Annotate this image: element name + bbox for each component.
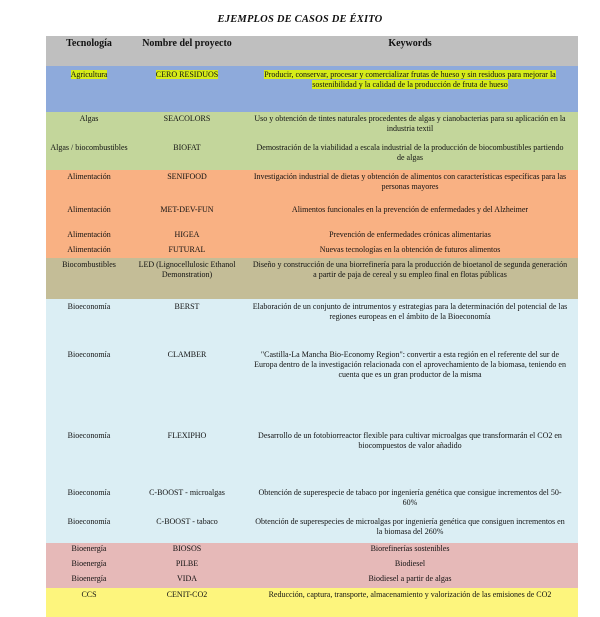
technology-cell <box>46 228 132 243</box>
table-row <box>46 543 578 558</box>
keywords-cell-text: Producir, conservar, procesar y comercializar frutas de hueso y sin residuos para mejorar la sostenibilidad y la calidad de la producción de fruta de hueso <box>264 70 556 89</box>
keywords-cell <box>242 485 578 514</box>
project-name-cell <box>132 588 242 617</box>
keywords-cell-text: Investigación industrial de dietas y obtención de alimentos con características específicas para las personas mayores <box>253 172 567 191</box>
project-name-cell-text: VIDA <box>177 574 197 583</box>
success-cases-table <box>46 36 578 617</box>
keywords-cell-text: Alimentos funcionales en la prevención de enfermedades y del Alzheimer <box>291 205 529 214</box>
technology-cell <box>46 112 132 141</box>
technology-cell <box>46 485 132 514</box>
project-name-cell <box>132 299 242 347</box>
table-row <box>46 347 578 415</box>
technology-cell-text: Bioeconomía <box>67 302 111 311</box>
keywords-cell <box>242 558 578 573</box>
technology-cell <box>46 199 132 228</box>
technology-cell-text: Bioeconomía <box>67 488 111 497</box>
header-keywords: Keywords <box>388 38 432 49</box>
technology-cell <box>46 514 132 543</box>
project-name-cell <box>132 485 242 514</box>
project-name-cell <box>132 170 242 199</box>
project-name-cell-text: CLAMBER <box>167 350 207 359</box>
keywords-cell-text: Demostración de la viabilidad a escala industrial de la producción de biocombustibles partiendo de algas <box>256 143 564 162</box>
table-row <box>46 573 578 588</box>
table-row <box>46 558 578 573</box>
keywords-cell-text: Desarrollo de un fotobiorreactor flexible para cultivar microalgas que transformarán el CO2 en biocompuestos de valor añadido <box>258 431 562 450</box>
header-project-name: Nombre del proyecto <box>142 38 232 49</box>
table-row <box>46 299 578 347</box>
table-row <box>46 141 578 170</box>
project-name-cell-text: LED (Lignocellulosic Ethanol Demonstration) <box>138 260 236 279</box>
keywords-cell-text: Prevención de enfermedades crónicas alimentarias <box>329 230 491 239</box>
document-title: EJEMPLOS DE CASOS DE ÉXITO <box>217 14 383 25</box>
keywords-cell <box>242 258 578 299</box>
project-name-cell <box>132 415 242 485</box>
project-name-cell-text: BIOSOS <box>172 544 202 553</box>
technology-cell <box>46 543 132 558</box>
table-row <box>46 514 578 543</box>
project-name-cell <box>132 543 242 558</box>
header-technology: Tecnología <box>66 38 112 49</box>
technology-cell <box>46 573 132 588</box>
keywords-cell-text: Diseño y construcción de una biorrefinería para la producción de bioetanol de segunda generación a partir de paja de cereal y su empleo final en flotas públicas <box>252 260 568 279</box>
keywords-cell <box>242 514 578 543</box>
technology-cell <box>46 141 132 170</box>
keywords-cell-text: Biodiesel a partir de algas <box>368 574 452 583</box>
project-name-cell-text: BIOFAT <box>173 143 201 152</box>
technology-cell-text: Bioenergía <box>71 559 107 568</box>
keywords-cell <box>242 543 578 558</box>
keywords-cell <box>242 228 578 243</box>
project-name-cell-text: FLEXIPHO <box>167 431 207 440</box>
technology-cell-text: Bioeconomía <box>67 517 111 526</box>
project-name-cell-text: C-BOOST - microalgas <box>149 488 225 497</box>
project-name-cell <box>132 514 242 543</box>
keywords-cell <box>242 66 578 112</box>
keywords-cell <box>242 573 578 588</box>
technology-cell-text: Alimentación <box>67 230 111 239</box>
project-name-cell <box>132 558 242 573</box>
keywords-cell-text: Uso y obtención de tintes naturales procedentes de algas y cianobacterias para su aplicación en la industria textil <box>254 114 566 133</box>
technology-cell-text: Alimentación <box>67 245 111 254</box>
technology-cell-text: Bioenergía <box>71 544 107 553</box>
keywords-cell-text: "Castilla-La Mancha Bio-Economy Region": convertir a esta región en el referente del sur de Europa dentro de la investigación relacionada con el aprovechamiento de la biomasa, teniendo en cuenta que es un gran productor de la misma <box>254 350 566 379</box>
technology-cell-text: Bioeconomía <box>67 431 111 440</box>
project-name-cell-text: FUTURAL <box>168 245 206 254</box>
technology-cell <box>46 415 132 485</box>
technology-cell <box>46 588 132 617</box>
project-name-cell <box>132 112 242 141</box>
table-row <box>46 170 578 199</box>
technology-cell <box>46 170 132 199</box>
keywords-cell-text: Elaboración de un conjunto de intrumentos y estrategias para la determinación del potencial de las regiones europeas en el ámbito de la Bioeconomía <box>252 302 568 321</box>
project-name-cell <box>132 243 242 258</box>
technology-cell <box>46 243 132 258</box>
technology-cell <box>46 66 132 112</box>
table-row <box>46 66 578 112</box>
project-name-cell-text: C-BOOST - tabaco <box>156 517 218 526</box>
project-name-cell <box>132 228 242 243</box>
technology-cell-text: Bioeconomía <box>67 350 111 359</box>
technology-cell-text: Bioenergía <box>71 574 107 583</box>
keywords-cell-text: Obtención de superespecie de tabaco por ingeniería genética que consigue incrementos del 50-60% <box>258 488 562 507</box>
project-name-cell-text: MET-DEV-FUN <box>160 205 214 214</box>
keywords-cell-text: Biodiesel <box>394 559 426 568</box>
table-row <box>46 199 578 228</box>
keywords-cell <box>242 170 578 199</box>
project-name-cell-text: SEACOLORS <box>163 114 211 123</box>
technology-cell <box>46 347 132 415</box>
technology-cell-text: Alimentación <box>67 205 111 214</box>
table-row <box>46 112 578 141</box>
project-name-cell <box>132 141 242 170</box>
table-row <box>46 485 578 514</box>
keywords-cell-text: Obtención de superespecies de microalgas por ingeniería genética que consiguen incrementos en la biomasa del 260% <box>255 517 565 536</box>
project-name-cell-text: CERO RESIDUOS <box>155 70 219 79</box>
keywords-cell <box>242 347 578 415</box>
keywords-cell <box>242 112 578 141</box>
technology-cell-text: Agricultura <box>70 70 108 79</box>
table-row <box>46 228 578 243</box>
keywords-cell-text: Biorefinerías sostenibles <box>370 544 450 553</box>
keywords-cell <box>242 415 578 485</box>
project-name-cell-text: SENIFOOD <box>167 172 207 181</box>
keywords-cell-text: Reducción, captura, transporte, almacenamiento y valorización de las emisiones de CO2 <box>268 590 552 599</box>
project-name-cell <box>132 258 242 299</box>
project-name-cell <box>132 347 242 415</box>
keywords-cell-text: Nuevas tecnologías en la obtención de futuros alimentos <box>319 245 501 254</box>
project-name-cell-text: BERST <box>174 302 200 311</box>
project-name-cell <box>132 66 242 112</box>
technology-cell-text: Biocombustibles <box>62 260 116 269</box>
technology-cell-text: CCS <box>81 590 97 599</box>
technology-cell <box>46 558 132 573</box>
project-name-cell-text: CENIT-CO2 <box>166 590 208 599</box>
keywords-cell <box>242 243 578 258</box>
keywords-cell <box>242 299 578 347</box>
table-row <box>46 243 578 258</box>
technology-cell-text: Algas / biocombustibles <box>50 143 128 152</box>
table-row <box>46 588 578 617</box>
technology-cell-text: Algas <box>79 114 99 123</box>
keywords-cell <box>242 141 578 170</box>
keywords-cell <box>242 588 578 617</box>
project-name-cell <box>132 199 242 228</box>
table-row <box>46 415 578 485</box>
table-row <box>46 258 578 299</box>
project-name-cell-text: HIGEA <box>174 230 200 239</box>
technology-cell <box>46 258 132 299</box>
table-body <box>46 66 578 617</box>
table-header <box>46 36 578 66</box>
technology-cell <box>46 299 132 347</box>
technology-cell-text: Alimentación <box>67 172 111 181</box>
project-name-cell-text: PILBE <box>175 559 199 568</box>
keywords-cell <box>242 199 578 228</box>
project-name-cell <box>132 573 242 588</box>
